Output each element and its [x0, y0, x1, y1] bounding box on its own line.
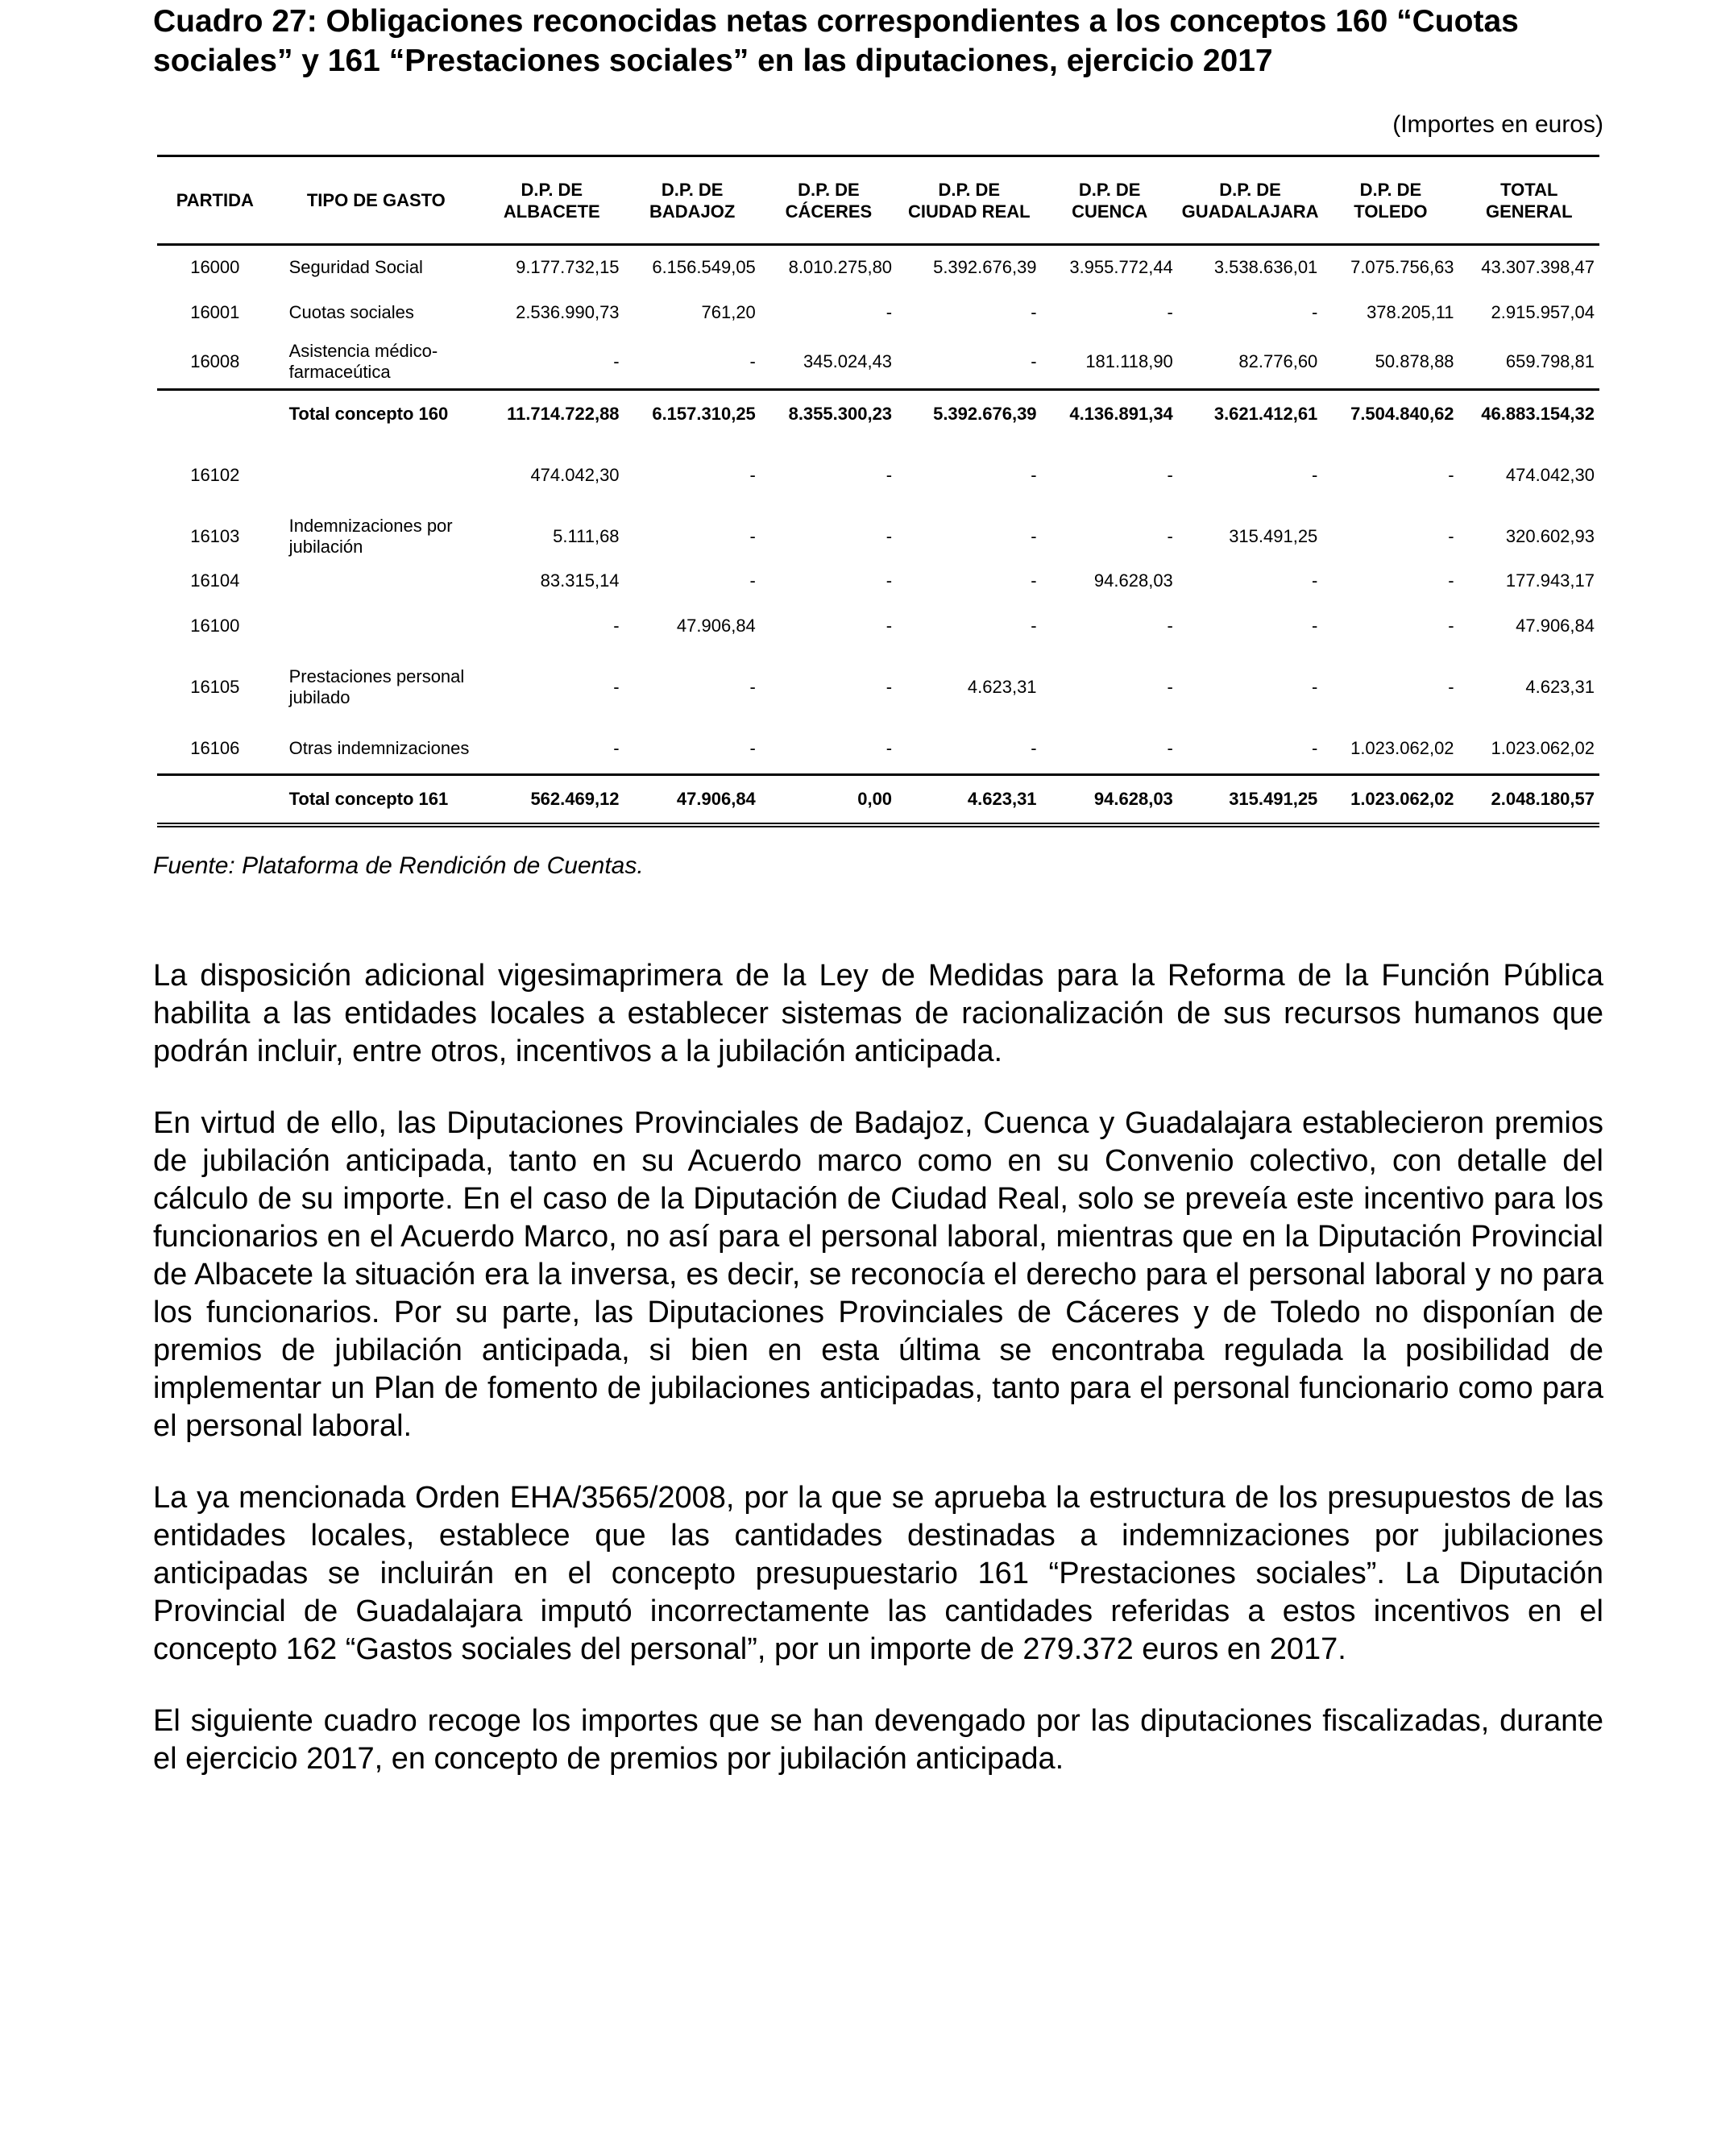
total-row [157, 390, 1599, 438]
amount-cell: 3.621.412,61 [1178, 390, 1323, 438]
amount-cell: 8.010.275,80 [788, 257, 893, 278]
partida-cell: 16103 [190, 525, 240, 546]
amount-cell: 83.315,14 [540, 570, 620, 591]
amount-cell: - [613, 615, 620, 636]
table-row [157, 245, 1599, 290]
amount-cell: 2.536.990,73 [516, 301, 620, 322]
table-row [157, 724, 1599, 775]
amount-cell: - [1448, 615, 1454, 636]
tipo-gasto-cell: Seguridad Social [288, 257, 423, 278]
amount-cell: 474.042,30 [530, 464, 620, 485]
amount-cell: - [1031, 464, 1037, 485]
amount-cell: - [613, 676, 620, 697]
column-header-line: PARTIDA [176, 190, 254, 210]
partida-cell: 16100 [190, 615, 240, 636]
amount-cell: 1.023.062,02 [1350, 737, 1454, 758]
partida-cell: 16000 [190, 257, 240, 278]
column-header-line: ALBACETE [503, 201, 600, 222]
amount-cell: - [1031, 737, 1037, 758]
column-header [1178, 156, 1323, 245]
amount-cell: - [1311, 464, 1318, 485]
column-header [479, 156, 624, 245]
amount-cell: - [1167, 525, 1173, 546]
partida-cell [157, 775, 273, 825]
table-row [157, 601, 1599, 651]
amount-cell: - [1167, 737, 1173, 758]
amount-cell: 315.491,25 [1229, 525, 1318, 546]
column-header-line: D.P. DE [938, 179, 1001, 200]
column-header-line: D.P. DE [1359, 179, 1422, 200]
column-header [1459, 156, 1599, 245]
amount-cell: - [1448, 525, 1454, 546]
table-row [157, 335, 1599, 390]
table-header-row [157, 156, 1599, 245]
amount-cell: - [1167, 676, 1173, 697]
amount-cell: 8.355.300,23 [761, 390, 897, 438]
amount-cell: 1.023.062,02 [1322, 775, 1458, 825]
tipo-gasto-cell: Asistencia médico-farmaceútica [288, 340, 438, 382]
tipo-gasto-cell: Indemnizaciones por jubilación [288, 515, 453, 557]
amount-cell: 474.042,30 [1505, 464, 1595, 485]
amount-cell: - [1031, 570, 1037, 591]
amount-cell: 4.623,31 [1525, 676, 1595, 697]
column-header-line: CUENCA [1072, 201, 1148, 222]
tipo-gasto-cell [273, 438, 479, 512]
amount-cell: 47.906,84 [1516, 615, 1595, 636]
amount-cell: - [886, 615, 893, 636]
column-header [1322, 156, 1458, 245]
column-header-line: TOTAL [1500, 179, 1558, 200]
table-title: Cuadro 27: Obligaciones reconocidas netas correspondientes a los conceptos 160 “Cuotas sociales” y 161 “Prestaciones sociales” en las diputaciones, ejercicio 2017 [153, 4, 1519, 78]
amount-cell: - [1031, 350, 1037, 371]
column-header-line: GUADALAJARA [1181, 201, 1319, 222]
amount-cell: - [886, 737, 893, 758]
total-row [157, 775, 1599, 825]
amount-cell: 7.504.840,62 [1322, 390, 1458, 438]
amount-cell: - [886, 676, 893, 697]
amount-cell: - [1167, 615, 1173, 636]
tipo-gasto-cell: Total concepto 161 [273, 775, 479, 825]
amount-cell: - [1311, 301, 1318, 322]
amount-cell: 181.118,90 [1085, 350, 1173, 371]
body-paragraph: La disposición adicional vigesimaprimera de la Ley de Medidas para la Reforma de la Función Pública habilita a las entidades locales a establecer sistemas de racionalización de sus recursos humanos que podrán incluir, entre otros, incentivos a la jubilación anticipada. [153, 959, 1603, 1068]
column-header-line: CÁCERES [785, 201, 873, 222]
amount-cell: - [749, 350, 756, 371]
amount-cell: 47.906,84 [624, 775, 761, 825]
tipo-gasto-cell: Total concepto 160 [273, 390, 479, 438]
partida-cell: 16008 [190, 350, 240, 371]
body-paragraph: En virtud de ello, las Diputaciones Provinciales de Badajoz, Cuenca y Guadalajara establecieron premios de jubilación anticipada, tanto en su Acuerdo marco como en su Convenio colectivo, con detalle del cálculo de su importe. En el caso de la Diputación de Ciudad Real, solo se preveía este incentivo para los funcionarios en el Acuerdo Marco, no así para el personal laboral, mientras que en la Diputación Provincial de Albacete la situación era la inversa, es decir, se reconocía el derecho para el personal laboral y no para los funcionarios. Por su parte, las Diputaciones Provinciales de Cáceres y de Toledo no disponían de premios de jubilación anticipada, si bien en esta última se encontraba regulada la posibilidad de implementar un Plan de fomento de jubilaciones anticipadas, tanto para el personal funcionario como para el personal laboral. [153, 1106, 1603, 1443]
units-note: (Importes en euros) [1392, 111, 1603, 138]
amount-cell: 5.392.676,39 [897, 390, 1042, 438]
amount-cell: 46.883.154,32 [1459, 390, 1599, 438]
column-header-line: D.P. DE [1078, 179, 1141, 200]
amount-cell: 3.538.636,01 [1213, 257, 1318, 278]
amount-cell: - [749, 676, 756, 697]
amount-cell: 345.024,43 [803, 350, 893, 371]
column-header-line: D.P. DE [1219, 179, 1281, 200]
tipo-gasto-cell [273, 561, 479, 601]
amount-cell: 2.915.957,04 [1491, 301, 1595, 322]
amount-cell: 11.714.722,88 [479, 390, 624, 438]
amount-cell: - [613, 350, 620, 371]
amount-cell: 9.177.732,15 [516, 257, 620, 278]
amount-cell: - [886, 301, 893, 322]
amount-cell: - [1031, 615, 1037, 636]
amount-cell: - [1167, 301, 1173, 322]
amount-cell: - [1311, 676, 1318, 697]
partida-cell: 16106 [190, 737, 240, 758]
amount-cell: 6.156.549,05 [652, 257, 756, 278]
column-header-line: D.P. DE [661, 179, 724, 200]
amount-cell: 4.136.891,34 [1042, 390, 1178, 438]
body-paragraph: El siguiente cuadro recoge los importes que se han devengado por las diputaciones fiscalizadas, durante el ejercicio 2017, en concepto de premios por jubilación anticipada. [153, 1704, 1603, 1776]
amount-cell: 0,00 [761, 775, 897, 825]
column-header-line: TOLEDO [1354, 201, 1428, 222]
amount-cell: - [749, 464, 756, 485]
column-header [624, 156, 761, 245]
amount-cell: - [1311, 737, 1318, 758]
amount-cell: 562.469,12 [479, 775, 624, 825]
column-header-line: BADAJOZ [649, 201, 736, 222]
amount-cell: 761,20 [701, 301, 756, 322]
column-header [273, 156, 479, 245]
amount-cell: 94.628,03 [1093, 570, 1173, 591]
amount-cell: 315.491,25 [1178, 775, 1323, 825]
tipo-gasto-cell: Cuotas sociales [288, 301, 414, 322]
amount-cell: - [1448, 464, 1454, 485]
body-paragraph: La ya mencionada Orden EHA/3565/2008, por la que se aprueba la estructura de los presupuestos de las entidades locales, establece que las cantidades destinadas a indemnizaciones por jubilaciones anticipadas se incluirán en el concepto presupuestario 161 “Prestaciones sociales”. La Diputación Provincial de Guadalajara imputó incorrectamente las cantidades referidas a estos incentivos en el concepto 162 “Gastos sociales del personal”, por un importe de 279.372 euros en 2017. [153, 1481, 1603, 1666]
column-header-line: TIPO DE GASTO [306, 190, 446, 210]
tipo-gasto-cell [273, 601, 479, 651]
amount-cell: 82.776,60 [1238, 350, 1318, 371]
partida-cell: 16105 [190, 676, 240, 697]
amount-cell: - [1311, 570, 1318, 591]
obligations-table-container [157, 155, 1599, 827]
amount-cell: 320.602,93 [1505, 525, 1595, 546]
amount-cell: 3.955.772,44 [1069, 257, 1173, 278]
body-text [153, 957, 1603, 1812]
amount-cell: 2.048.180,57 [1459, 775, 1599, 825]
column-header-line: D.P. DE [521, 179, 583, 200]
amount-cell: 7.075.756,63 [1350, 257, 1454, 278]
column-header-line: D.P. DE [798, 179, 860, 200]
amount-cell: 177.943,17 [1505, 570, 1595, 591]
amount-cell: 6.157.310,25 [624, 390, 761, 438]
tipo-gasto-cell: Prestaciones personal jubilado [288, 665, 465, 707]
partida-cell: 16001 [190, 301, 240, 322]
amount-cell: 4.623,31 [967, 676, 1037, 697]
column-header [157, 156, 273, 245]
amount-cell: - [1311, 615, 1318, 636]
amount-cell: 4.623,31 [897, 775, 1042, 825]
amount-cell: 43.307.398,47 [1481, 257, 1595, 278]
table-row [157, 512, 1599, 561]
obligations-table [157, 155, 1599, 827]
amount-cell: - [886, 464, 893, 485]
partida-cell: 16102 [190, 464, 240, 485]
column-header [1042, 156, 1178, 245]
amount-cell: 378.205,11 [1367, 301, 1454, 322]
tipo-gasto-cell: Otras indemnizaciones [288, 737, 470, 758]
amount-cell: - [1448, 676, 1454, 697]
table-row [157, 290, 1599, 335]
table-body [157, 245, 1599, 825]
table-row [157, 651, 1599, 724]
amount-cell: - [1448, 570, 1454, 591]
amount-cell: 94.628,03 [1042, 775, 1178, 825]
amount-cell: 1.023.062,02 [1491, 737, 1595, 758]
source-note: Fuente: Plataforma de Rendición de Cuentas. [153, 852, 644, 879]
partida-cell: 16104 [190, 570, 240, 591]
amount-cell: - [1031, 525, 1037, 546]
amount-cell: - [1031, 301, 1037, 322]
amount-cell: - [886, 570, 893, 591]
column-header [761, 156, 897, 245]
partida-cell [157, 390, 273, 438]
amount-cell: - [1167, 464, 1173, 485]
amount-cell: 5.392.676,39 [933, 257, 1037, 278]
amount-cell: - [749, 737, 756, 758]
amount-cell: 659.798,81 [1505, 350, 1595, 371]
amount-cell: - [613, 737, 620, 758]
table-row [157, 438, 1599, 512]
amount-cell: - [749, 570, 756, 591]
column-header [897, 156, 1042, 245]
column-header-line: GENERAL [1485, 201, 1573, 222]
amount-cell: 47.906,84 [676, 615, 756, 636]
amount-cell: 5.111,68 [553, 525, 620, 546]
amount-cell: - [749, 525, 756, 546]
amount-cell: - [886, 525, 893, 546]
table-row [157, 561, 1599, 601]
column-header-line: CIUDAD REAL [908, 201, 1031, 222]
amount-cell: 50.878,88 [1375, 350, 1454, 371]
